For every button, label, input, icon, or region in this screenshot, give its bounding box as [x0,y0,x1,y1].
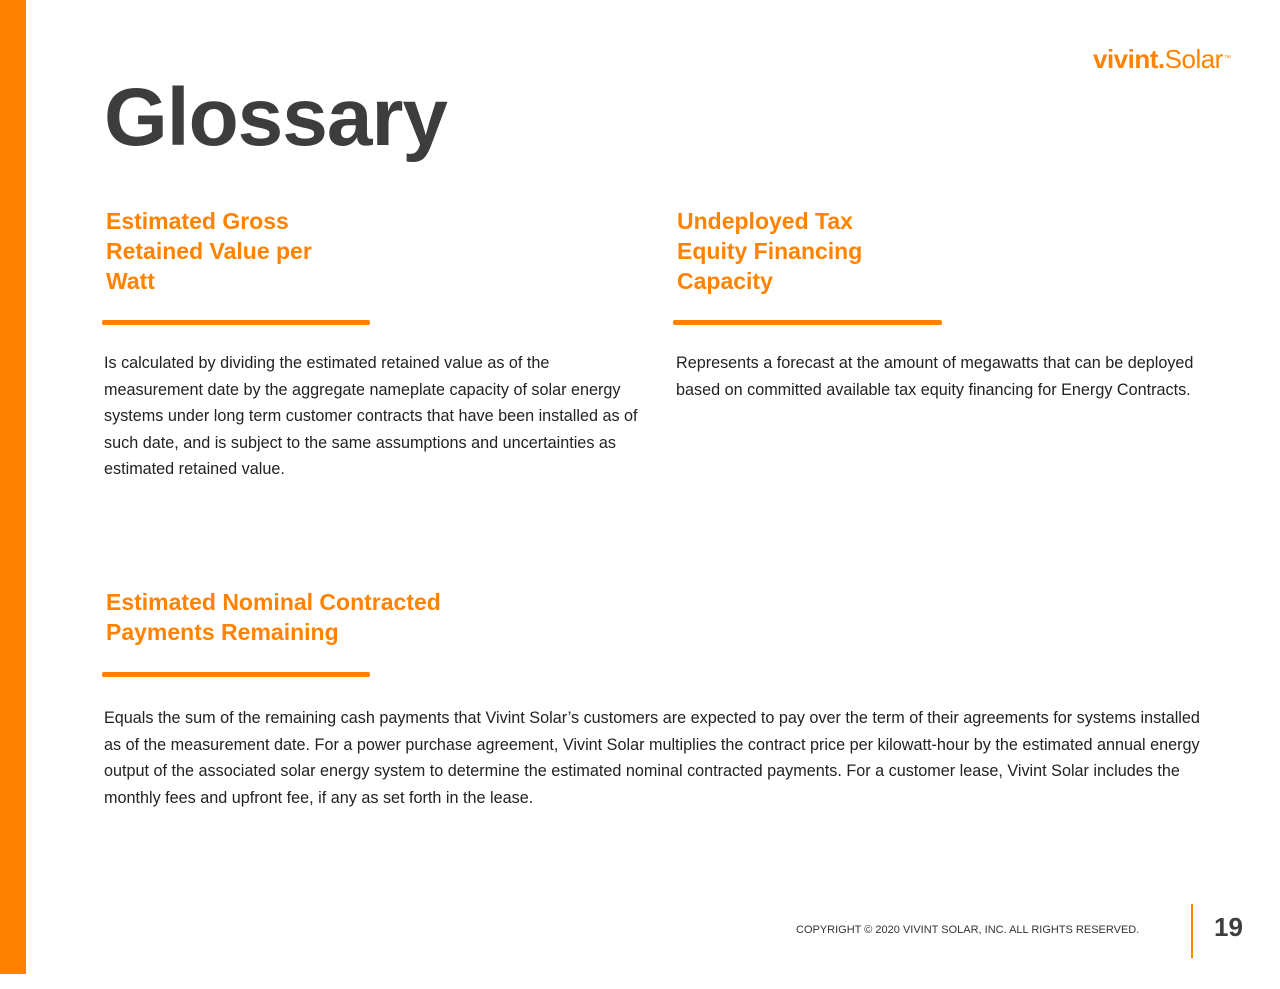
term-heading-line: Undeployed Tax [677,208,853,234]
heading-underline [673,320,942,325]
heading-underline [102,672,370,677]
term-heading-line: Watt [106,268,155,294]
term-heading-line: Estimated Gross [106,208,289,234]
term-heading-line: Estimated Nominal Contracted [106,589,441,615]
term-heading-line: Payments Remaining [106,619,339,645]
term-heading-estimated-nominal-contracted-payments [106,587,441,647]
logo-trademark: ™ [1223,55,1231,62]
term-heading-estimated-gross-retained-value [106,206,312,296]
term-definition-estimated-nominal-contracted-payments: Equals the sum of the remaining cash payments that Vivint Solar’s customers are expected to pay over the term of their agreements for systems installed as of the measurement date. For a power purchase agreement, Vivint Solar multiplies the contract price per kilowatt-hour by the estimated annual energy output of the associated solar energy system to determine the estimated nominal contracted payments. For a customer lease, Vivint Solar includes the monthly fees and upfront fee, if any as set forth in the lease. [104,709,1200,807]
logo-wordmark-light: Solar [1164,44,1223,74]
term-heading-line: Equity Financing [677,238,863,264]
term-heading-line: Retained Value per [106,238,312,264]
page-number: 19 [1214,912,1243,942]
footer-divider [1191,904,1193,958]
term-definition-undeployed-tax-equity: Represents a forecast at the amount of megawatts that can be deployed based on committed available tax equity financing for Energy Contracts. [676,354,1194,399]
page-title: Glossary [104,72,447,163]
vivint-solar-logo [1093,44,1230,74]
copyright-notice: COPYRIGHT © 2020 VIVINT SOLAR, INC. ALL RIGHTS RESERVED. [796,924,1140,936]
heading-underline [102,320,370,325]
logo-wordmark-bold: vivint. [1093,44,1165,74]
term-definition-estimated-gross-retained-value: Is calculated by dividing the estimated retained value as of the measurement date by the aggregate nameplate capacity of solar energy systems under long term customer contracts that have been installed as of such date, and is subject to the same assumptions and uncertainties as estimated retained value. [104,354,638,478]
term-heading-line: Capacity [677,268,773,294]
side-accent-bar [0,0,26,974]
term-heading-undeployed-tax-equity [677,206,862,296]
